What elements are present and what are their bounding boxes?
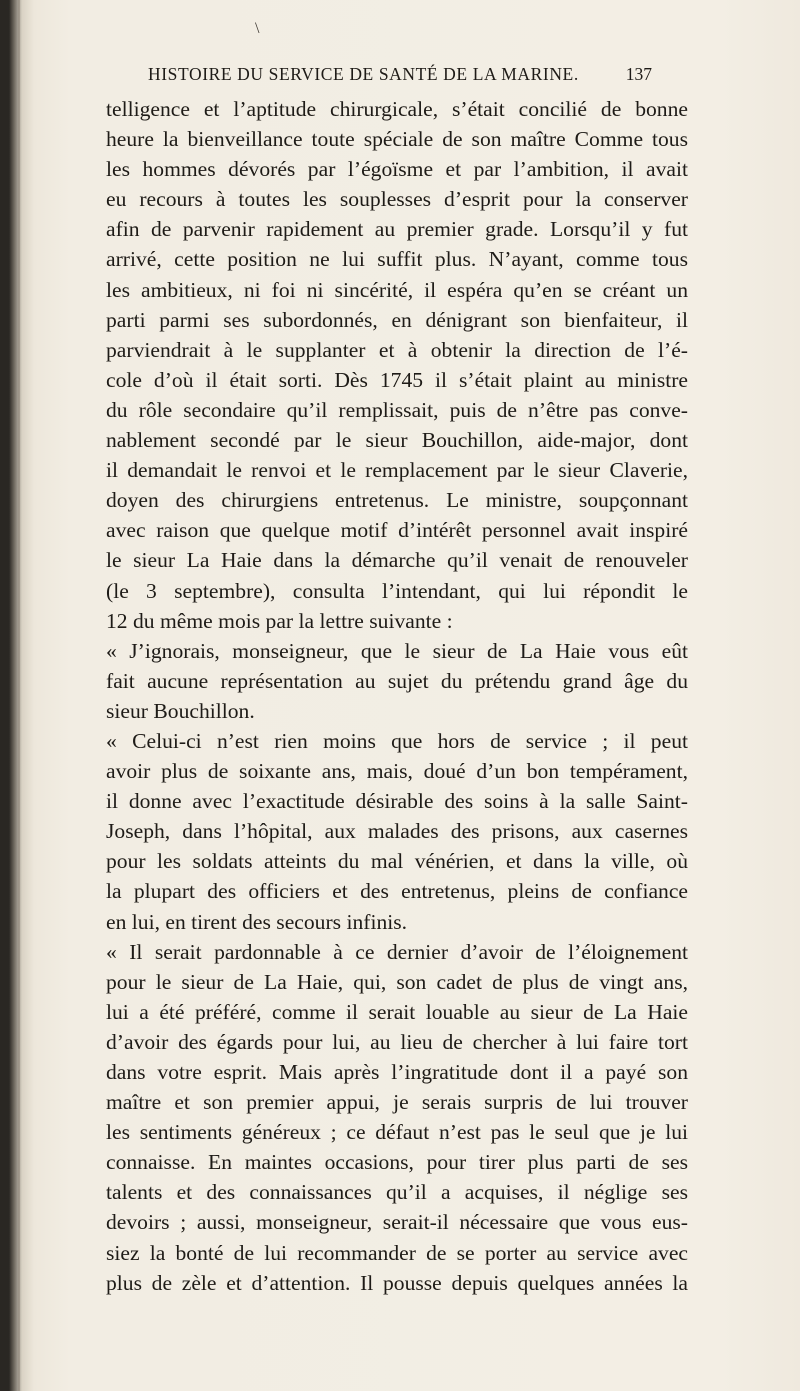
text-line: le sieur La Haie dans la démarche qu’il venait de renouveler xyxy=(106,548,688,573)
text-line: talents et des connaissances qu’il a acquises, il néglige ses xyxy=(106,1180,688,1205)
text-line: Joseph, dans l’hôpital, aux malades des prisons, aux casernes xyxy=(106,819,688,844)
text-line: dans votre esprit. Mais après l’ingratitude dont il a payé son xyxy=(106,1060,688,1084)
text-line: pour le sieur de La Haie, qui, son cadet de plus de vingt ans, xyxy=(106,969,688,994)
text-line: parti parmi ses subordonnés, en dénigrant son bienfaiteur, il xyxy=(106,307,688,332)
text-line: les sentiments généreux ; ce défaut n’est pas le seul que je lui xyxy=(106,1120,688,1145)
running-head xyxy=(148,64,652,90)
text-line: en lui, en tirent des secours infinis. xyxy=(106,909,408,934)
text-line: doyen des chirurgiens entretenus. Le ministre, soupçonnant xyxy=(106,488,688,513)
text-line: telligence et l’aptitude chirurgicale, s’était concilié de bonne xyxy=(106,97,688,121)
body-text xyxy=(106,94,688,1298)
text-line: afin de parvenir rapidement au premier grade. Lorsqu’il y fut xyxy=(106,217,688,242)
text-line: il demandait le renvoi et le remplacement par le sieur Claverie, xyxy=(106,458,688,483)
text-line: avec raison que quelque motif d’intérêt personnel avait inspiré xyxy=(106,518,688,543)
text-line: « Il serait pardonnable à ce dernier d’avoir de l’éloignement xyxy=(106,939,688,964)
binding-gutter xyxy=(18,0,20,1391)
text-line: les ambitieux, ni foi ni sincérité, il espéra qu’en se créant un xyxy=(106,277,688,302)
text-line: 12 du même mois par la lettre suivante : xyxy=(106,608,453,633)
text-line: nablement secondé par le sieur Bouchillon, aide-major, dont xyxy=(106,428,688,453)
text-line: la plupart des officiers et des entretenus, pleins de confiance xyxy=(106,879,688,904)
text-line: heure la bienveillance toute spéciale de son maître Comme tous xyxy=(106,127,688,152)
text-line: du rôle secondaire qu’il remplissait, puis de n’être pas conve- xyxy=(106,397,688,422)
running-title: HISTOIRE DU SERVICE DE SANTÉ DE LA MARINE. xyxy=(148,64,579,84)
text-line: les hommes dévorés par l’égoïsme et par l’ambition, il avait xyxy=(106,157,688,182)
text-line: il donne avec l’exactitude désirable des soins à la salle Saint- xyxy=(106,789,688,814)
text-line: fait aucune représentation au sujet du prétendu grand âge du xyxy=(106,668,688,693)
text-line: sieur Bouchillon. xyxy=(106,698,255,723)
text-line: eu recours à toutes les souplesses d’esprit pour la conserver xyxy=(106,187,688,212)
text-line: (le 3 septembre), consulta l’intendant, qui lui répondit le xyxy=(106,578,688,603)
text-line: plus de zèle et d’attention. Il pousse depuis quelques années la xyxy=(106,1270,688,1295)
margin-mark: \ xyxy=(255,20,260,37)
text-line: devoirs ; aussi, monseigneur, serait-il nécessaire que vous eus- xyxy=(106,1210,688,1235)
text-line: parviendrait à le supplanter et à obtenir la direction de l’é- xyxy=(106,337,688,362)
text-line: maître et son premier appui, je serais surpris de lui trouver xyxy=(106,1090,688,1115)
text-line: d’avoir des égards pour lui, au lieu de chercher à lui faire tort xyxy=(106,1029,688,1054)
text-line: avoir plus de soixante ans, mais, doué d’un bon tempérament, xyxy=(106,759,688,784)
text-line: « Celui-ci n’est rien moins que hors de service ; il peut xyxy=(106,728,688,753)
text-line: cole d’où il était sorti. Dès 1745 il s’était plaint au ministre xyxy=(106,367,688,392)
text-line: « J’ignorais, monseigneur, que le sieur de La Haie vous eût xyxy=(106,638,688,663)
page-number: 137 xyxy=(625,64,652,84)
text-line: lui a été préféré, comme il serait louable au sieur de La Haie xyxy=(106,999,688,1024)
text-line: arrivé, cette position ne lui suffit plus. N’ayant, comme tous xyxy=(106,247,688,272)
text-line: connaisse. En maintes occasions, pour tirer plus parti de ses xyxy=(106,1150,688,1175)
text-line: siez la bonté de lui recommander de se porter au service avec xyxy=(106,1240,688,1265)
text-line: pour les soldats atteints du mal vénérien, et dans la ville, où xyxy=(106,849,688,874)
